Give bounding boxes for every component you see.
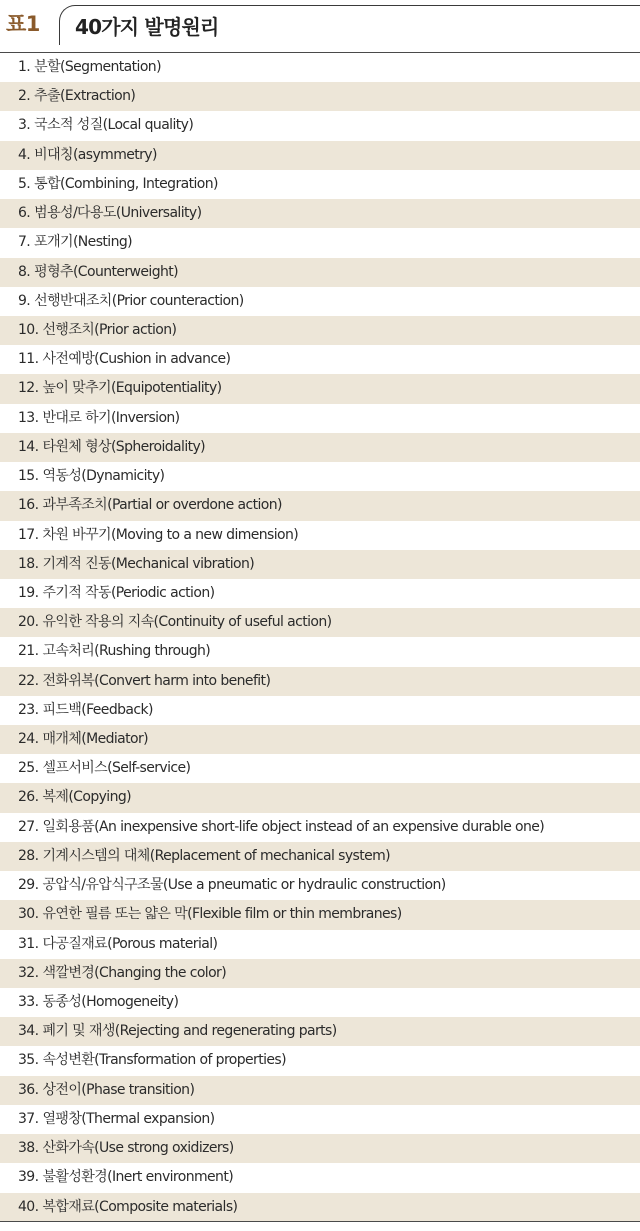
list-item-number: 14. [18,438,39,455]
list-item [0,1076,640,1105]
list-item [0,228,640,257]
list-item-text: 비대칭(asymmetry) [34,146,157,163]
list-item-number: 16. [18,497,39,514]
list-item-text: 복제(Copying) [42,789,132,806]
list-item-number: 25. [18,760,39,777]
list-item-text: 국소적 성질(Local quality) [34,117,194,134]
list-item [0,754,640,783]
list-item [0,82,640,111]
list-item-number: 4. [18,146,31,163]
list-item-text: 과부족조치(Partial or overdone action) [42,497,282,514]
list-item [0,374,640,403]
list-item-number: 20. [18,614,39,631]
table-header [0,0,640,48]
list-item [0,111,640,140]
list-item-number: 7. [18,234,31,251]
list-item-text: 매개체(Mediator) [42,731,149,748]
list-item [0,608,640,637]
list-item-text: 열팽창(Thermal expansion) [42,1110,215,1127]
table-label: 표1 [6,12,40,36]
list-item-number: 11. [18,351,39,368]
list-item [0,930,640,959]
table-title: 40가지 발명원리 [75,15,219,39]
list-item [0,959,640,988]
list-item [0,637,640,666]
list-item-text: 반대로 하기(Inversion) [42,409,180,426]
list-item-text: 동종성(Homogeneity) [42,994,179,1010]
list-item-number: 8. [18,263,31,280]
list-item [0,258,640,287]
list-item-number: 17. [18,526,39,543]
list-item [0,900,640,929]
list-item-text: 피드백(Feedback) [42,701,153,718]
list-item [0,462,640,491]
list-item-number: 33. [18,994,39,1010]
list-item-text: 기계시스템의 대체(Replacement of mechanical system) [42,847,391,864]
list-item-text: 범용성/다용도(Universality) [34,205,202,222]
list-item [0,491,640,520]
list-item-number: 34. [18,1023,39,1040]
list-item [0,871,640,900]
list-item [0,316,640,345]
list-item [0,725,640,754]
list-item-number: 24. [18,731,39,748]
list-item-text: 선행반대조치(Prior counteraction) [34,292,244,309]
list-item-number: 1. [18,59,31,75]
list-item-text: 고속처리(Rushing through) [42,643,211,660]
list-item-number: 39. [18,1169,39,1186]
list-item-text: 색깔변경(Changing the color) [42,964,227,981]
list-item-text: 포개기(Nesting) [34,234,132,251]
list-item [0,1105,640,1134]
list-item-text: 산화가속(Use strong oxidizers) [42,1140,234,1157]
list-item [0,170,640,199]
list-item-number: 32. [18,964,39,981]
list-item-number: 26. [18,789,39,806]
list-item-number: 18. [18,555,39,572]
list-item [0,813,640,842]
list-item [0,287,640,316]
list-item [0,667,640,696]
list-item [0,521,640,550]
list-item-number: 23. [18,701,39,718]
list-item-text: 복합재료(Composite materials) [42,1198,238,1215]
list-item [0,141,640,170]
list-item [0,550,640,579]
list-item-number: 21. [18,643,39,660]
list-item-number: 19. [18,584,39,601]
list-item-number: 13. [18,409,39,426]
list-item-number: 28. [18,847,39,864]
list-item-number: 27. [18,818,39,835]
list-item-text: 통합(Combining, Integration) [34,175,218,192]
list-item-number: 35. [18,1052,39,1069]
list-item [0,199,640,228]
list-item-text: 속성변환(Transformation of properties) [42,1052,286,1069]
list-item-text: 추출(Extraction) [34,88,136,105]
list-item-number: 10. [18,321,39,338]
list-item [0,404,640,433]
list-item [0,433,640,462]
list-item-text: 불활성환경(Inert environment) [42,1169,234,1186]
list-item-text: 전화위복(Convert harm into benefit) [42,672,271,689]
list-item-text: 평형추(Counterweight) [34,263,179,280]
list-item-text: 주기적 작동(Periodic action) [42,584,215,601]
list-item-number: 5. [18,175,31,192]
list-item-text: 셀프서비스(Self-service) [42,760,191,777]
list-item-text: 차원 바꾸기(Moving to a new dimension) [42,526,299,543]
list-item [0,696,640,725]
list-item-number: 22. [18,672,39,689]
list-item-number: 30. [18,906,39,923]
list-item [0,1134,640,1163]
list-item-number: 31. [18,935,39,952]
list-item-text: 일회용품(An inexpensive short-life object instead of an expensive durable one) [42,818,545,835]
list-item-number: 6. [18,205,31,222]
list-item-number: 40. [18,1198,39,1215]
list-item-text: 분할(Segmentation) [34,59,161,75]
list-item-text: 높이 맞추기(Equipotentiality) [42,380,222,397]
list-item-number: 15. [18,468,39,485]
list-item-text: 다공질재료(Porous material) [42,935,218,952]
list-item-number: 36. [18,1081,39,1098]
list-item-text: 유익한 작용의 지속(Continuity of useful action) [42,614,332,631]
list-item-number: 38. [18,1140,39,1157]
list-item [0,53,640,82]
list-item [0,1193,640,1222]
list-item [0,1017,640,1046]
list-item-number: 12. [18,380,39,397]
list-item-text: 기계적 진동(Mechanical vibration) [42,555,255,572]
list-item [0,345,640,374]
list-item-text: 사전예방(Cushion in advance) [42,351,231,368]
list-item-text: 유연한 필름 또는 얇은 막(Flexible film or thin membranes) [42,906,402,923]
list-item-number: 9. [18,292,31,309]
list-item [0,579,640,608]
list-item-text: 폐기 및 재생(Rejecting and regenerating parts) [42,1023,337,1040]
list-item-number: 3. [18,117,31,134]
list-item-text: 타원체 형상(Spheroidality) [42,438,206,455]
list-item [0,1163,640,1192]
list-item-text: 공압식/유압식구조물(Use a pneumatic or hydraulic construction) [42,877,446,894]
list-item-text: 역동성(Dynamicity) [42,468,165,485]
list-item-number: 37. [18,1110,39,1127]
list-item-text: 상전이(Phase transition) [42,1081,195,1098]
list-item [0,783,640,812]
list-item-text: 선행조치(Prior action) [42,321,177,338]
principle-list [0,52,640,1222]
list-item-number: 29. [18,877,39,894]
list-item [0,988,640,1017]
list-item-number: 2. [18,88,31,105]
list-item [0,1046,640,1075]
list-item [0,842,640,871]
